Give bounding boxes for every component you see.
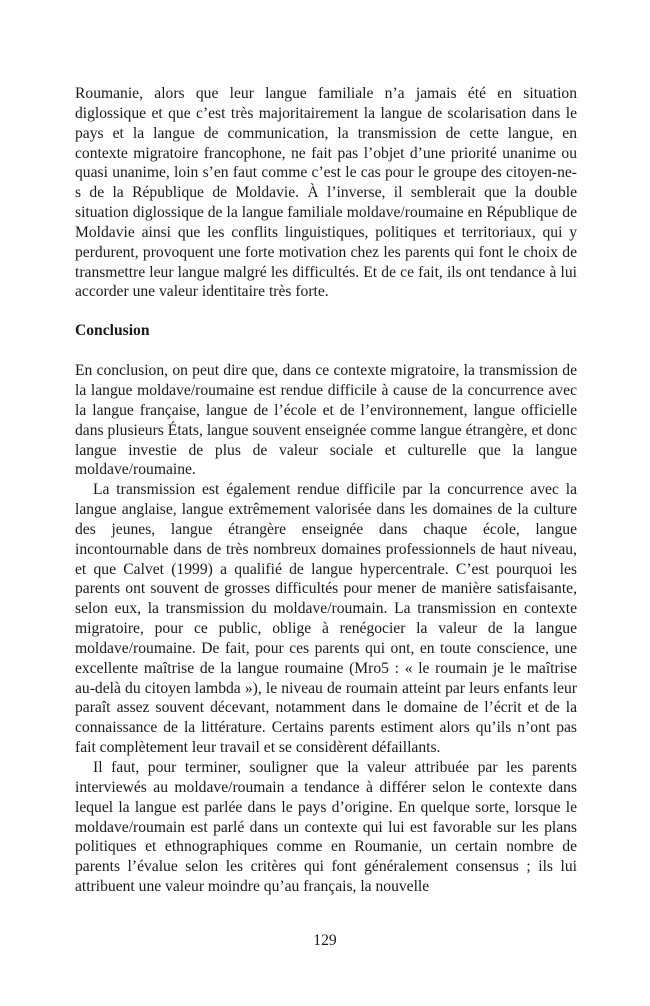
paragraph-4: Il faut, pour terminer, souligner que la valeur attribuée par les parents interviewés au moldave/roumain a tendance à différer selon le contexte dans lequel la langue est parlée dans le pays d’origine. En quelque sorte, lorsque le moldave/roumain est parlé dans un contexte qui lui est favorable sur les plans politiques et ethnographiques comme en Roumanie, un certain nombre de parents l’évalue selon les critères qui font généralement consensus ; ils lui attribuent une valeur moindre qu’au français, la nouvelle <box>75 759 577 896</box>
page-body <box>75 84 577 897</box>
page-number: 129 <box>313 932 337 949</box>
paragraph-3: La transmission est également rendue difficile par la concurrence avec la langue anglaise, langue extrêmement valorisée dans les domaines de la culture des jeunes, langue étrangère enseignée dans chaque école, langue incontournable dans de très nombreux domaines professionnels de haut niveau, et que Calvet (1999) a qualifié de langue hypercentrale. C’est pourquoi les parents ont souvent de grosses difficultés pour mener de manière satisfaisante, selon eux, la transmission du moldave/roumain. La transmission en contexte migratoire, pour ce public, oblige à renégocier la valeur de la langue moldave/roumaine. De fait, pour ces parents qui ont, en toute conscience, une excellente maîtrise de la langue roumaine (Mro5 : « le roumain je le maîtrise au-delà du citoyen lambda »), le niveau de roumain atteint par leurs enfants leur paraît assez souvent décevant, notamment dans le domaine de l’écrit et de la connaissance de la littérature. Certains parents estiment alors qu’ils n’ont pas fait complètement leur travail et se considèrent défaillants. <box>75 481 577 757</box>
paragraph-2: En conclusion, on peut dire que, dans ce contexte migratoire, la transmission de la langue moldave/roumaine est rendue difficile à cause de la concurrence avec la langue française, langue de l’école et de l’environnement, langue officielle dans plusieurs États, langue souvent enseignée comme langue étrangère, et donc langue investie de plus de valeur sociale et culturelle que la langue moldave/roumaine. <box>75 362 577 479</box>
paragraph-1: Roumanie, alors que leur langue familiale n’a jamais été en situation diglossique et que c’est très majoritairement la langue de scolarisation dans le pays et la langue de communication, la transmission de cette langue, en contexte migratoire francophone, ne fait pas l’objet d’une priorité unanime ou quasi unanime, loin s’en faut comme c’est le cas pour le groupe des citoyen-ne-s de la République de Moldavie. À l’inverse, il semblerait que la double situation diglossique de la langue familiale moldave/roumaine en République de Moldavie ainsi que les conflits linguistiques, politiques et territoriaux, qui y perdurent, provoquent une forte motivation chez les parents qui font le choix de transmettre leur langue malgré les difficultés. Et de ce fait, ils ont tendance à lui accorder une valeur identitaire très forte. <box>75 85 577 301</box>
section-heading: Conclusion <box>75 322 150 340</box>
